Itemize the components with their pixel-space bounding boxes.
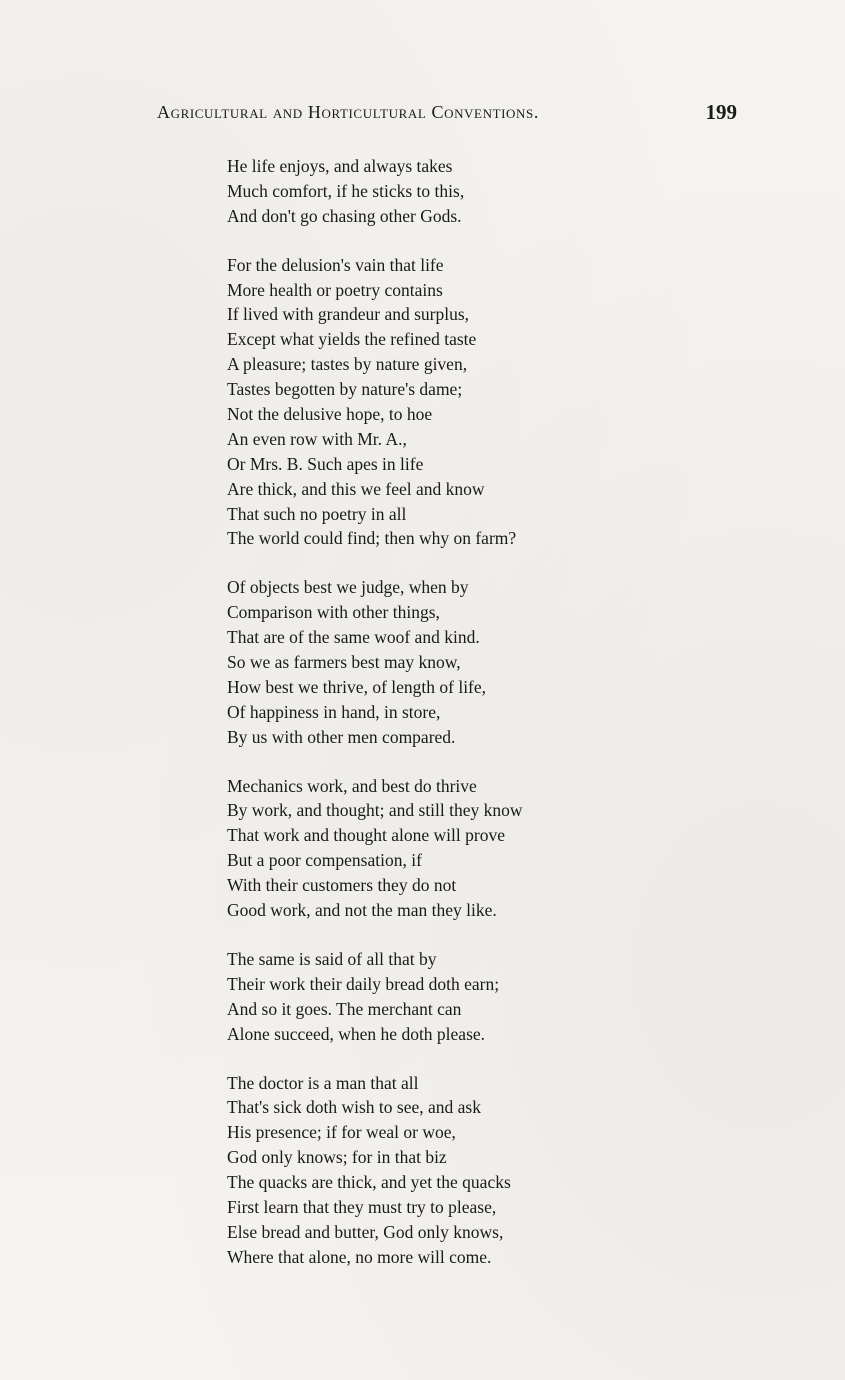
poem-line: More health or poetry contains	[227, 279, 443, 300]
poem-line: For the delusion's vain that life	[227, 254, 444, 275]
stanza-3	[227, 575, 647, 749]
poem-line: If lived with grandeur and surplus,	[227, 304, 470, 325]
poem-line: That such no poetry in all	[227, 503, 407, 524]
poem-line: That are of the same woof and kind.	[227, 627, 480, 648]
stanza-4	[227, 774, 647, 923]
poem-line: But a poor compensation, if	[227, 850, 422, 871]
page-number: 199	[705, 100, 737, 124]
poem-line: Alone succeed, when he doth please.	[227, 1023, 486, 1044]
poem-line: Mechanics work, and best do thrive	[227, 775, 477, 796]
poem-line: And don't go chasing other Gods.	[227, 205, 462, 226]
poem-line: The world could find; then why on farm?	[227, 528, 517, 549]
poem-line: Of objects best we judge, when by	[227, 577, 469, 598]
poem-line: Where that alone, no more will come.	[227, 1246, 492, 1267]
poem-line: Comparison with other things,	[227, 602, 440, 623]
stanza-2	[227, 253, 647, 552]
poem-line: He life enjoys, and always takes	[227, 156, 453, 176]
poem-line: So we as farmers best may know,	[227, 652, 461, 673]
poem-line: Except what yields the refined taste	[227, 329, 477, 350]
poem-line: By us with other men compared.	[227, 726, 456, 747]
poem-line: How best we thrive, of length of life,	[227, 676, 487, 697]
poem-line: The doctor is a man that all	[227, 1072, 419, 1093]
poem-line: With their customers they do not	[227, 875, 457, 896]
poem-line: Tastes begotten by nature's dame;	[227, 379, 463, 400]
poem-line: That work and thought alone will prove	[227, 825, 505, 846]
poem-line: Their work their daily bread doth earn;	[227, 973, 500, 994]
poem-line: That's sick doth wish to see, and ask	[227, 1097, 481, 1118]
poem-line: His presence; if for weal or woe,	[227, 1122, 456, 1143]
poem-line: Are thick, and this we feel and know	[227, 478, 485, 499]
running-head	[157, 100, 747, 126]
poem-line: Much comfort, if he sticks to this,	[227, 180, 465, 201]
poem-line: First learn that they must try to please,	[227, 1196, 497, 1217]
poem	[227, 154, 647, 1294]
stanza-5	[227, 947, 647, 1047]
poem-line: By work, and thought; and still they know	[227, 800, 523, 821]
poem-line: Or Mrs. B. Such apes in life	[227, 453, 424, 474]
poem-line: Else bread and butter, God only knows,	[227, 1221, 504, 1242]
poem-line: Of happiness in hand, in store,	[227, 701, 441, 722]
poem-line: A pleasure; tastes by nature given,	[227, 354, 468, 375]
running-title: Agricultural and Horticultural Conventions.	[157, 102, 539, 122]
poem-line: The quacks are thick, and yet the quacks	[227, 1172, 511, 1193]
poem-line: And so it goes. The merchant can	[227, 998, 462, 1019]
poem-line: Good work, and not the man they like.	[227, 900, 497, 921]
poem-line: The same is said of all that by	[227, 948, 437, 969]
poem-line: Not the delusive hope, to hoe	[227, 404, 433, 425]
poem-line: God only knows; for in that biz	[227, 1147, 447, 1168]
stanza-1	[227, 154, 647, 229]
stanza-6	[227, 1071, 647, 1270]
poem-line: An even row with Mr. A.,	[227, 428, 407, 449]
